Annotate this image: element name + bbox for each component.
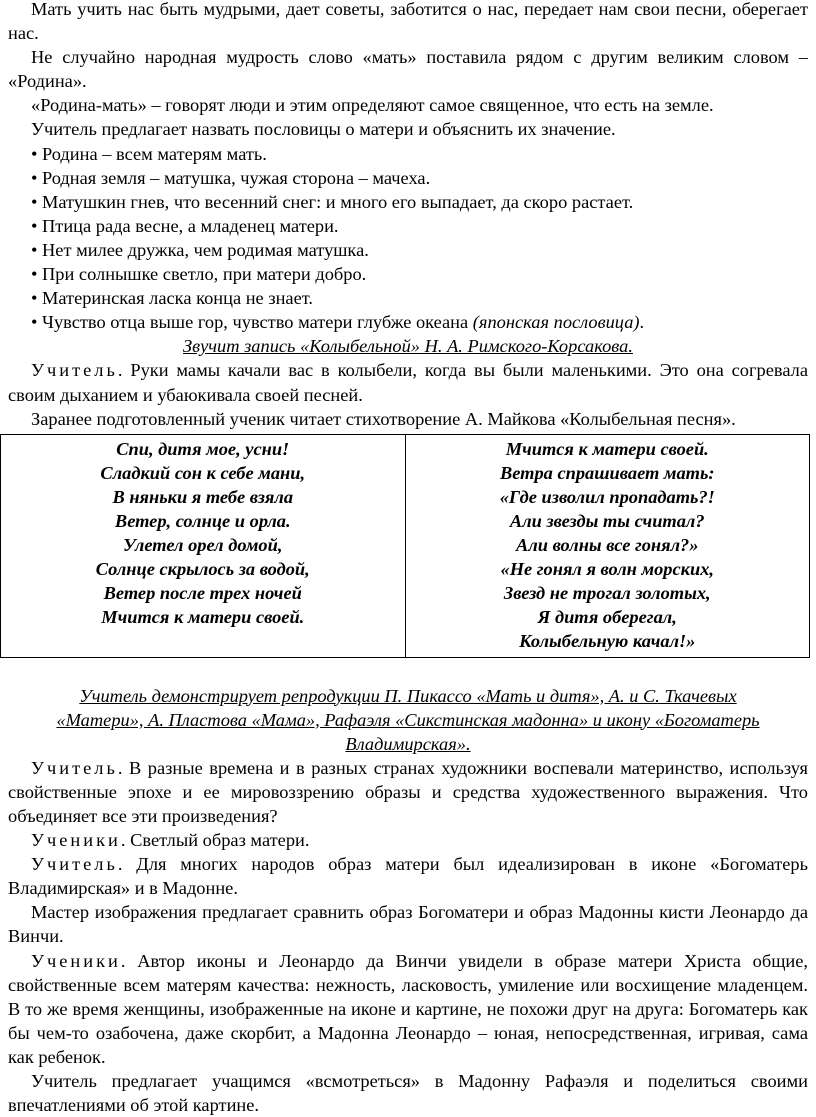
speaker-label: Учитель xyxy=(31,757,118,778)
reading-intro: Заранее подготовленный ученик читает стихотворение А. Майкова «Колыбельная песня». xyxy=(31,408,736,429)
list-item: • Матушкин гнев, что весенний снег: и много его выпадает, да скоро растает. xyxy=(0,190,816,214)
speaker-label: Ученики xyxy=(31,830,121,851)
bullet-icon: • xyxy=(31,264,38,285)
bullet-icon: • xyxy=(31,191,38,212)
bullet-icon: • xyxy=(31,215,38,236)
speaker-label: Учитель xyxy=(31,360,118,381)
poem-table xyxy=(0,434,810,658)
bullet-icon: • xyxy=(31,288,38,309)
poem-line: Колыбельную качал!» xyxy=(519,631,696,652)
teacher-remark-2: Учитель. В разные времена и в разных странах художники воспевали материнство, используя свойственные эпохе и ее мировоззрению образы и средства художественного выражения. Что объединяет все эти произведения? xyxy=(8,757,808,826)
bullet-icon: • xyxy=(31,167,38,188)
poem-line: «Не гонял я волн морских, xyxy=(500,559,714,580)
poem-line: Али волны все гонял?» xyxy=(516,535,699,556)
list-item: • Птица рада весне, а младенец матери. xyxy=(0,214,816,238)
list-item: • Родная земля – матушка, чужая сторона – мачеха. xyxy=(0,166,816,190)
teacher-remark-1: Учитель. Руки мамы качали вас в колыбели, когда вы были маленькими. Это она согревала своим дыханием и убаюкивала своей песней. xyxy=(8,360,808,405)
poem-line: В няньки я тебе взяла xyxy=(112,486,294,507)
poem-line: Солнце скрылось за водой, xyxy=(95,559,310,580)
speaker-label: Ученики xyxy=(31,950,121,971)
poem-column-right xyxy=(405,434,810,657)
intro-paragraph-3: «Родина-мать» – говорят люди и этим определяют самое священное, что есть на земле. xyxy=(31,95,714,116)
list-item: • Нет милее дружка, чем родимая матушка. xyxy=(0,238,816,262)
poem-line: Мчится к матери своей. xyxy=(505,438,709,459)
intro-paragraph-2: Не случайно народная мудрость слово «мать» поставила рядом с другим великим словом – «Родина». xyxy=(8,47,808,92)
intro-paragraph-1: Мать учить нас быть мудрыми, дает советы, заботится о нас, передает нам свои песни, оберегает нас. xyxy=(8,0,808,44)
speaker-label: Учитель xyxy=(31,854,118,875)
poem-line: Сладкий сон к себе мани, xyxy=(100,462,306,483)
poem-line: Улетел орел домой, xyxy=(123,535,283,556)
poem-line: Мчится к матери своей. xyxy=(101,607,305,628)
teacher-remark-3: Учитель. Для многих народов образ матери был идеализирован в иконе «Богоматерь Владимирская» и в Мадонне. xyxy=(8,854,808,899)
poem-line: Али звезды ты считал? xyxy=(509,510,705,531)
bullet-icon: • xyxy=(31,239,38,260)
intro-paragraph-4: Учитель предлагает назвать пословицы о матери и объяснить их значение. xyxy=(31,119,616,140)
proverb-origin-note: (японская пословица) xyxy=(472,312,640,333)
master-paragraph: Мастер изображения предлагает сравнить образ Богоматери и образ Мадонны кисти Леонардо да Винчи. xyxy=(8,902,808,947)
poem-column-left xyxy=(1,434,406,657)
proverb-list xyxy=(0,142,816,335)
students-remark-2: Ученики. Автор иконы и Леонардо да Винчи увидели в образе матери Христа общие, свойственные всем матерям качества: нежность, ласковость, умиление или восхищение младенцем. В то же время женщины, изображенные на иконе и картине, не похожи друг на друга: Богоматерь как бы чем-то озабочена, даже скорбит, а Мадонна Леонардо – юная, непосредственная, игривая, сама как ребенок. xyxy=(8,950,808,1067)
list-item: • Родина – всем матерям мать. xyxy=(0,142,816,166)
list-item: • При солнышке светло, при матери добро. xyxy=(0,262,816,286)
list-item: • Материнская ласка конца не знает. xyxy=(0,286,816,310)
spacer xyxy=(0,658,816,684)
lullaby-heading: Звучит запись «Колыбельной» Н. А. Римского-Корсакова. xyxy=(183,336,633,357)
poem-line: Я дитя оберегал, xyxy=(537,607,677,628)
reproductions-caption: Учитель демонстрирует репродукции П. Пикассо «Мать и дитя», А. и С. Ткачевых «Матери», А. Пластова «Мама», Рафаэля «Сикстинская мадонна» и икону «Богоматерь Владимирская». xyxy=(56,685,760,754)
poem-line: «Где изволил пропадать?! xyxy=(499,486,715,507)
bullet-icon: • xyxy=(31,312,38,333)
students-remark-1: Ученики. Светлый образ матери. xyxy=(31,830,310,851)
poem-line: Ветер, солнце и орла. xyxy=(114,510,291,531)
poem-line: Ветер после трех ночей xyxy=(103,583,302,604)
poem-line: Ветра спрашивает мать: xyxy=(499,462,715,483)
final-paragraph: Учитель предлагает учащимся «всмотреться» в Мадонну Рафаэля и поделиться своими впечатлениями об этой картине. xyxy=(8,1071,808,1116)
poem-line: Звезд не трогал золотых, xyxy=(503,583,711,604)
poem-line: Спи, дитя мое, усни! xyxy=(116,438,290,459)
list-item: • Чувство отца выше гор, чувство матери глубже океана (японская пословица). xyxy=(0,310,816,334)
bullet-icon: • xyxy=(31,143,38,164)
